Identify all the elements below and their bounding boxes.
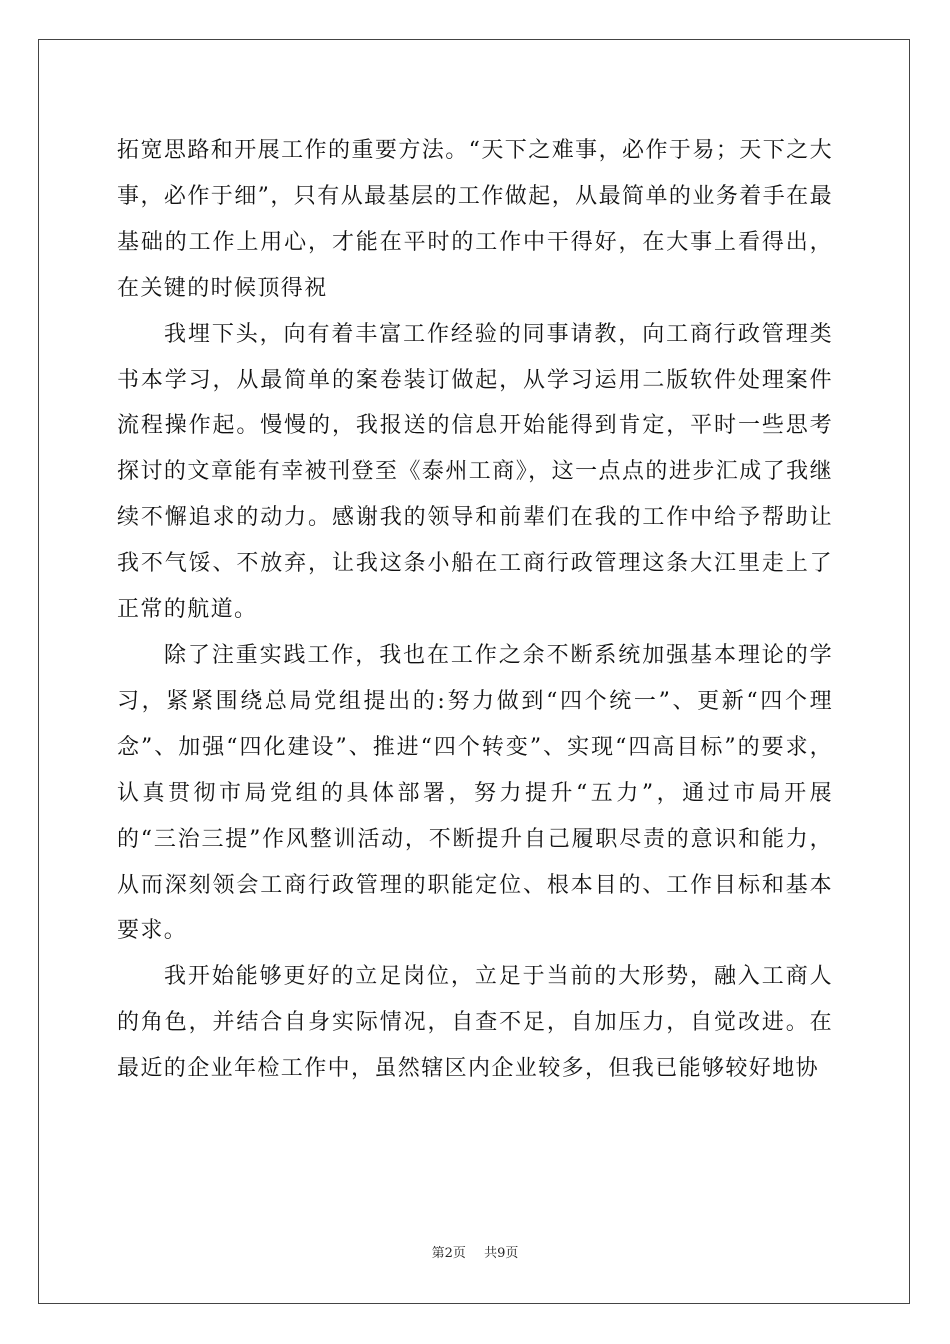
- paragraph-3: 除了注重实践工作，我也在工作之余不断系统加强基本理论的学习，紧紧围绕总局党组提出的:努力做到“四个统一”、更新“四个理念”、加强“四化建设”、推进“四个转变”、实现“四高目标”的要求，认真贯彻市局党组的具体部署，努力提升“五力”，通过市局开展的“三治三提”作风整训活动，不断提升自己履职尽责的意识和能力，从而深刻领会工商行政管理的职能定位、根本目的、工作目标和基本要求。: [117, 642, 833, 944]
- page-number: 第2页: [431, 1246, 466, 1261]
- paragraph-4: 我开始能够更好的立足岗位，立足于当前的大形势，融入工商人的角色，并结合自身实际情况，自查不足，自加压力，自觉改进。在最近的企业年检工作中，虽然辖区内企业较多，但我已能够较好地协: [117, 964, 833, 1082]
- document-body: [117, 128, 833, 1092]
- page-footer: [0, 1242, 950, 1261]
- page-total: 共9页: [484, 1246, 519, 1261]
- paragraph-1: 拓宽思路和开展工作的重要方法。“天下之难事，必作于易；天下之大事，必作于细”，只有从最基层的工作做起，从最简单的业务着手在最基础的工作上用心，才能在平时的工作中干得好，在大事上看得出，在关键的时候顶得祝: [117, 138, 833, 301]
- paragraph-2: 我埋下头，向有着丰富工作经验的同事请教，向工商行政管理类书本学习，从最简单的案卷装订做起，从学习运用二版软件处理案件流程操作起。慢慢的，我报送的信息开始能得到肯定，平时一些思考探讨的文章能有幸被刊登至《泰州工商》，这一点点的进步汇成了我继续不懈追求的动力。感谢我的领导和前辈们在我的工作中给予帮助让我不气馁、不放弃，让我这条小船在工商行政管理这条大江里走上了正常的航道。: [117, 321, 833, 623]
